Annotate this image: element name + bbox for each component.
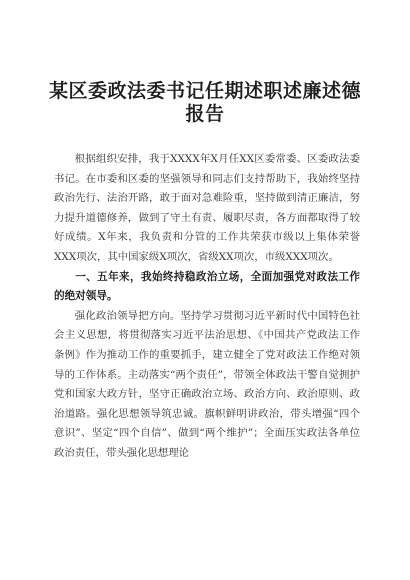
section-heading: 一、五年来，我始终持稳政治立场，全面加强党对政法工作的绝对领导。 xyxy=(54,270,360,303)
intro-paragraph: 根据组织安排，我于XXXX年X月任XX区委常委、区委政法委书记。在市委和区委的坚强领导和同志们支持帮助下，我始终坚持政治先行、法治开路，敢于面对急难险重，坚持做到清正廉洁，努力提升道德修养，做到了守土有责、履职尽责，各方面都取得了较好成绩。X年来，我负责和分管的工作共荣获市级以上集体荣誉XXX项次，其中国家级X项次，省级XX项次，市级XXX项次。 xyxy=(54,153,360,263)
document-title: 某区委政法委书记任期述职述廉述德报告 xyxy=(48,80,361,125)
document-body xyxy=(54,150,360,464)
section-paragraph: 强化政治领导把方向。坚持学习贯彻习近平新时代中国特色社会主义思想，将贯彻落实习近平法治思想、《中国共产党政法工作条例》作为推动工作的重要抓手，建立健全了党对政法工作绝对领导的工作体系。主动落实“两个责任”，带领全体政法干警自觉拥护党和国家大政方针，坚守正确政治立场、政治方向、政治原则、政治道路。强化思想领导筑忠诚。旗帜鲜明讲政治，带头增强“四个意识”、坚定“四个自信”、做到“两个维护”；全面压实政法各单位政治责任，带头强化思想理论 xyxy=(54,309,360,459)
